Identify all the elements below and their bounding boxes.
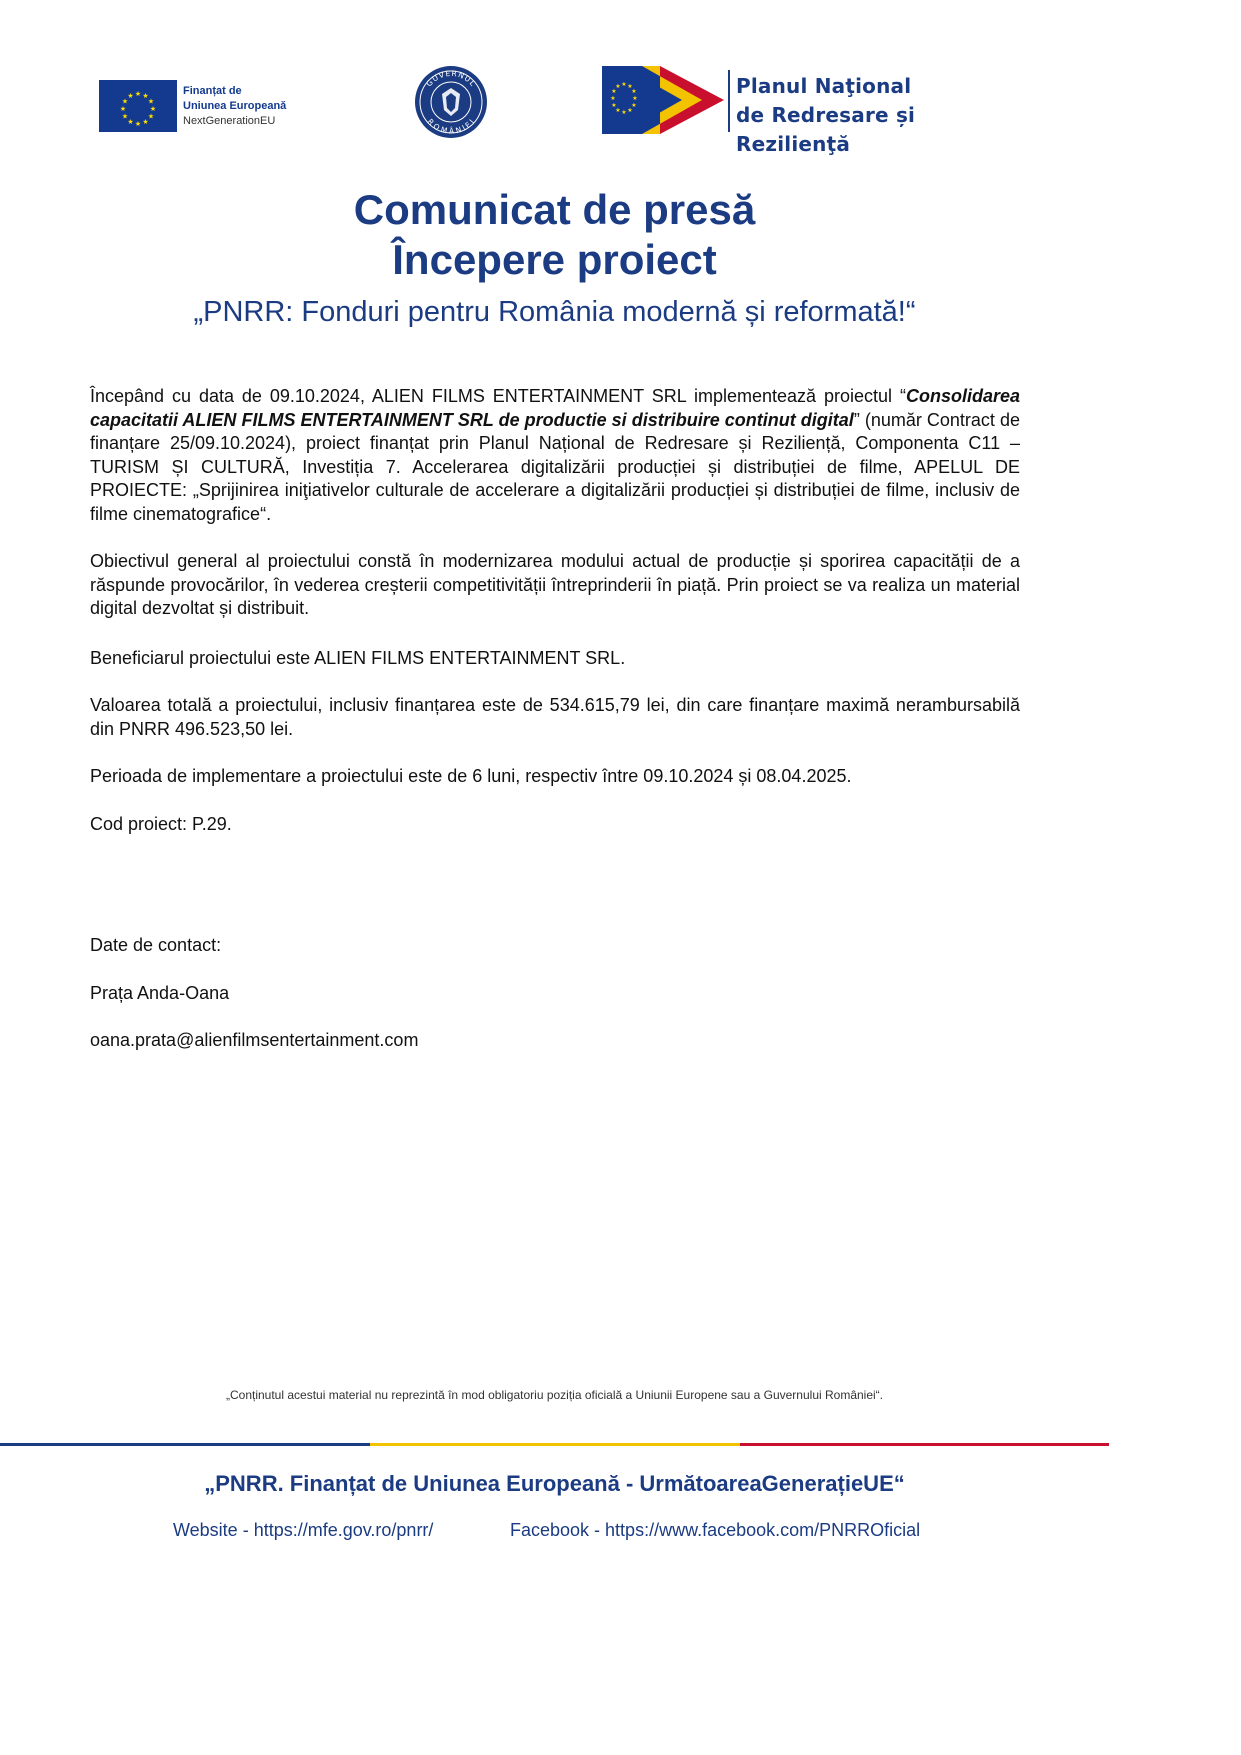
project-name: Consolidarea capacitatii ALIEN FILMS ENTERTAINMENT SRL de productie si distribuire continut digital [90,386,1020,430]
website-link[interactable]: Website - https://mfe.gov.ro/pnrr/ [173,1520,434,1540]
eu-flag-icon [99,80,177,132]
svg-text:★: ★ [121,112,129,121]
paragraph-value [90,694,1020,741]
intro-end: ” (număr Contract de finanțare 25/09.10.2024), proiect finanțat prin Planul Național de Redresare și Reziliență, Componenta C11 – TURISM ȘI CULTURĂ, Investiția 7. Accelerarea digitalizării producției și distribuției de filme, APELUL DE PROIECTE: „Sprijinirea iniţiativelor culturale de accelerare a digitalizării producției și distribuției de filme, inclusiv de filme cinematografice“. [90,409,1020,524]
page-title: Comunicat de presă [353,186,756,233]
svg-text:★: ★ [621,109,627,116]
svg-text:★: ★ [121,97,129,106]
paragraph-objective [90,550,1020,621]
disclaimer: „Conținutul acestui material nu reprezintă în mod obligatoriu poziția oficială a Uniunii Europene sau a Guvernului României“. [225,1388,884,1402]
beneficiary-text: Beneficiarul proiectului este ALIEN FILMS ENTERTAINMENT SRL. [90,648,626,668]
period-text: Perioada de implementare a proiectului este de 6 luni, respectiv între 09.10.2024 și 08.04.2025. [90,766,852,786]
svg-text:★: ★ [627,107,633,114]
facebook-link[interactable]: Facebook - https://www.facebook.com/PNRROficial [510,1520,921,1540]
svg-text:★: ★ [127,92,134,100]
eu-logo-line2: Uniunea Europeană [183,100,287,112]
svg-text:★: ★ [127,118,134,126]
svg-text:★: ★ [621,81,627,88]
svg-text:★: ★ [631,88,637,95]
divider-blue [0,1443,370,1446]
svg-text:★: ★ [142,92,149,100]
svg-text:★: ★ [632,95,638,102]
intro-start: Începând cu data de 09.10.2024, ALIEN FILMS ENTERTAINMENT SRL implementează proiectul “ [90,386,906,406]
svg-text:★: ★ [119,105,127,113]
pnrr-flag-icon [602,64,732,136]
gov-seal-top-text: GUVERNUL [424,68,478,89]
eu-logo-line3: NextGenerationEU [183,115,276,127]
contact-label: Date de contact: [90,935,222,955]
page-subtitle: „PNRR: Fonduri pentru România modernă și reformată!“ [193,296,916,328]
divider-red [740,1443,1109,1446]
svg-text:★: ★ [631,102,637,109]
paragraph-beneficiary [90,647,1020,671]
objective-text: Obiectivul general al proiectului constă în modernizarea modului actual de producție și sporirea capacității de a răspunde provocărilor, în vederea creșterii competitivității întreprinderii în piață. Prin proiect se va realiza un material digital dezvoltat și distribuit. [90,551,1020,618]
gov-seal-bottom-text: ROMÂNIEI [425,116,477,136]
government-seal-logo [413,64,489,140]
svg-text:★: ★ [147,97,155,106]
svg-text:★: ★ [147,112,155,121]
page-title-line2: Începere proiect [392,236,717,283]
pnrr-logo-line1: Planul Naţional [736,74,912,98]
value-text: Valoarea totală a proiectului, inclusiv finanțarea este de 534.615,79 lei, din care finanțare maximă nerambursabilă din PNRR 496.523,50 lei. [90,695,1020,739]
divider-yellow [370,1443,740,1446]
svg-text:★: ★ [611,88,617,95]
project-code-text: Cod proiect: P.29. [90,814,232,834]
svg-text:★: ★ [615,107,621,114]
svg-text:★: ★ [142,118,149,126]
contact-name: Prața Anda-Oana [90,983,230,1003]
svg-text:★: ★ [134,120,142,128]
pnrr-logo [602,64,1032,156]
svg-text:★: ★ [610,95,616,102]
svg-text:★: ★ [134,90,142,98]
contact-email[interactable]: oana.prata@alienfilmsentertainment.com [90,1030,419,1050]
pnrr-logo-line2: de Redresare și Rezilienţă [736,103,916,156]
eu-logo-line1: Finanțat de [183,85,242,97]
svg-text:★: ★ [611,102,617,109]
paragraph-period [90,765,1020,789]
tricolor-divider [0,1443,1109,1446]
svg-text:★: ★ [149,105,157,113]
paragraph-project-code [90,813,1020,837]
svg-text:★: ★ [627,83,633,90]
svg-text:★: ★ [615,83,621,90]
paragraph-intro [90,385,1020,526]
footer-title: „PNRR. Finanțat de Uniunea Europeană - UrmătoareaGenerațieUE“ [204,1471,905,1496]
eu-logo [99,80,319,132]
